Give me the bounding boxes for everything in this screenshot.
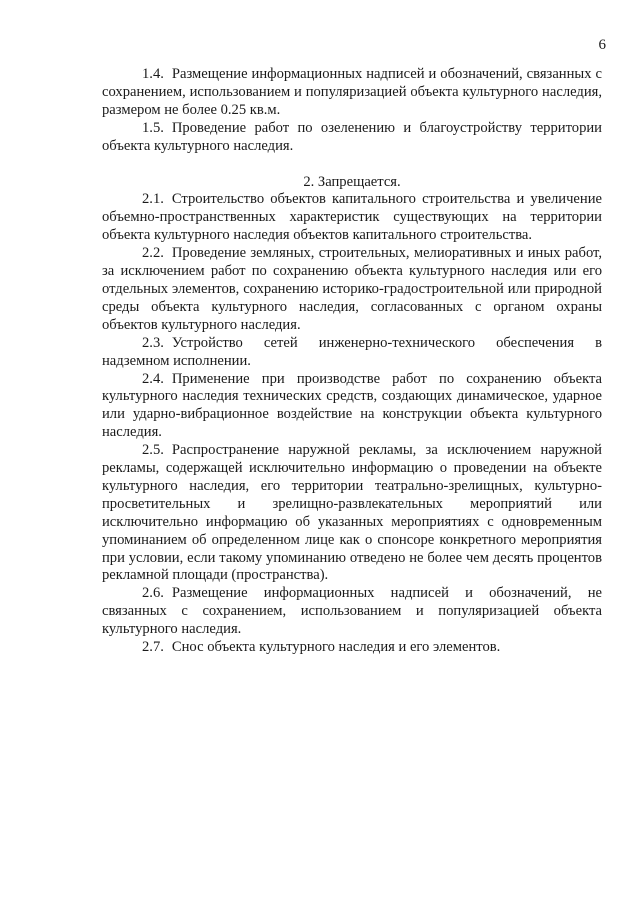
list-item: [102, 245, 602, 335]
item-number: 2.3.: [142, 334, 164, 351]
item-text: Применение при производстве работ по сохранению объекта культурного наследия технических средств, создающих динамическое, ударное или ударно-вибрационное воздействие на конструкции объекта культурного наследия.: [102, 370, 602, 441]
item-number: 2.6.: [142, 585, 164, 602]
item-text: Проведение земляных, строительных, мелиоративных и иных работ, за исключением работ по сохранению объекта культурного наследия или его отдельных элементов, сохранению историко-градостроительной или природной среды объекта культурного наследия, согласованных с органом охраны объектов культурного наследия.: [102, 245, 602, 333]
item-number: 2.2.: [142, 245, 164, 262]
item-number: 2.4.: [142, 370, 164, 387]
item-text: Размещение информационных надписей и обозначений, не связанных с сохранением, использованием и популяризацией объекта культурного наследия.: [102, 585, 602, 638]
item-number: 2.5.: [142, 442, 164, 459]
list-item: [102, 639, 602, 657]
list-item: [102, 66, 602, 120]
list-item: [102, 442, 602, 585]
list-item: [102, 371, 602, 443]
item-text: Строительство объектов капитального строительства и увеличение объемно-пространственных характеристик существующих на территории объекта культурного наследия объектов капитального строительства.: [102, 191, 602, 244]
item-text: Устройство сетей инженерно-технического обеспечения в надземном исполнении.: [102, 334, 602, 369]
item-number: 2.7.: [142, 639, 164, 656]
list-item: [102, 120, 602, 156]
item-text: Снос объекта культурного наследия и его элементов.: [171, 639, 501, 656]
item-number: 1.5.: [142, 119, 164, 136]
item-number: 2.1.: [142, 191, 164, 208]
page-number: 6: [598, 37, 606, 53]
list-item: [102, 191, 602, 245]
item-text: Размещение информационных надписей и обозначений, связанных с сохранением, использованием и популяризацией объекта культурного наследия, размером не более 0.25 кв.м.: [102, 66, 602, 118]
document-body: [102, 66, 602, 657]
section-heading: 2. Запрещается.: [303, 173, 401, 190]
item-text: Проведение работ по озеленению и благоустройству территории объекта культурного наследия.: [102, 119, 602, 154]
item-number: 1.4.: [142, 66, 164, 82]
item-text: Распространение наружной рекламы, за исключением наружной рекламы, содержащей исключительно информацию о проведении на объекте культурного наследия, его территории театрально-зрелищных, культурно-просветительных и зрелищно-развлекательных мероприятий или исключительно информацию об указанных мероприятиях с одновременным упоминанием об определенном лице как о спонсоре конкретного мероприятия при условии, если такому упоминанию отведено не более чем десять процентов рекламной площади (пространства).: [102, 442, 602, 584]
list-item: [102, 585, 602, 639]
list-item: [102, 335, 602, 371]
